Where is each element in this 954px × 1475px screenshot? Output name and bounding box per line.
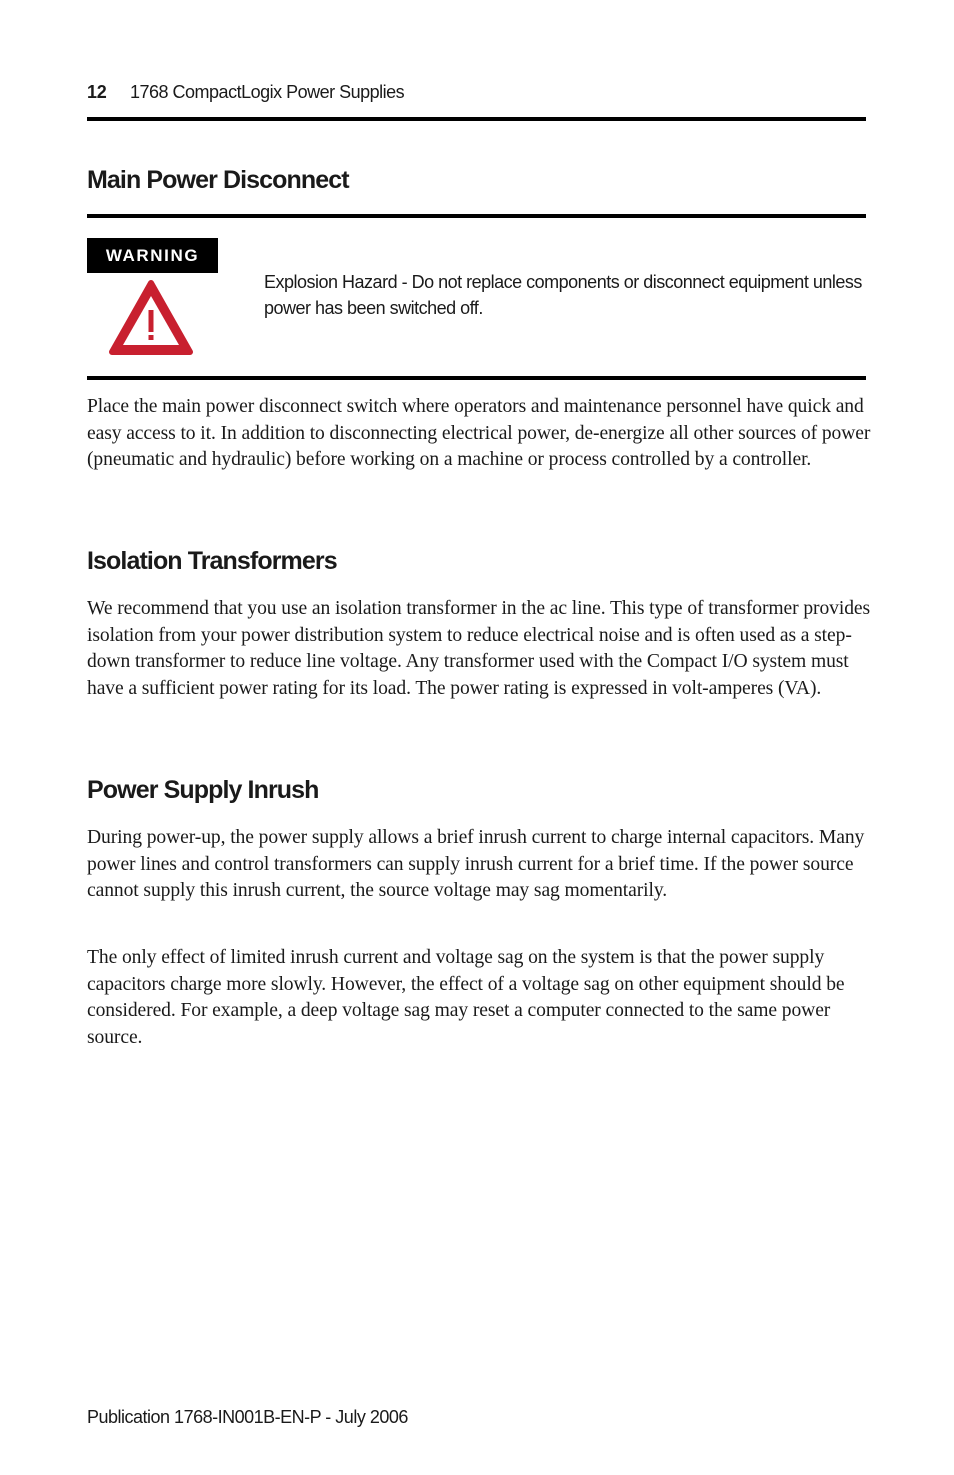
section-heading-power-supply-inrush: Power Supply Inrush	[87, 776, 319, 804]
warning-text: Explosion Hazard - Do not replace components or disconnect equipment unless power has been switched off.	[264, 272, 862, 318]
running-header	[87, 80, 866, 120]
publication-footer: Publication 1768-IN001B-EN-P - July 2006	[87, 1407, 408, 1427]
page-number: 12	[87, 82, 107, 102]
paragraph: The only effect of limited inrush current and voltage sag on the system is that the power supply capacitors charge more slowly. However, the effect of a voltage sag on other equipment should be considered. For example, a deep voltage sag may reset a computer connected to the same power source.	[87, 947, 845, 1048]
warning-callout	[87, 218, 866, 379]
header-rule	[87, 117, 866, 121]
section-heading-isolation-transformers: Isolation Transformers	[87, 547, 337, 575]
warning-bottom-rule	[87, 376, 866, 380]
running-title: 1768 CompactLogix Power Supplies	[130, 82, 405, 102]
section-heading-main-power-disconnect: Main Power Disconnect	[87, 166, 349, 194]
paragraph: Place the main power disconnect switch where operators and maintenance personnel have quick and easy access to it. In addition to disconnecting electrical power, de-energize all other sources of power (pneumatic and hydraulic) before working on a machine or process controlled by a controller.	[87, 396, 871, 470]
paragraph: During power-up, the power supply allows a brief inrush current to charge internal capacitors. Many power lines and control transformers can supply inrush current for a brief time. If the power source cannot supply this inrush current, the source voltage may sag momentarily.	[87, 827, 865, 901]
paragraph: We recommend that you use an isolation transformer in the ac line. This type of transformer provides isolation from your power distribution system to reduce electrical noise and is often used as a step-down transformer to reduce line voltage. Any transformer used with the Compact I/O system must have a sufficient power rating for its load. The power rating is expressed in volt-amperes (VA).	[87, 598, 871, 699]
warning-triangle-icon	[108, 278, 194, 356]
warning-label: WARNING	[87, 238, 218, 273]
